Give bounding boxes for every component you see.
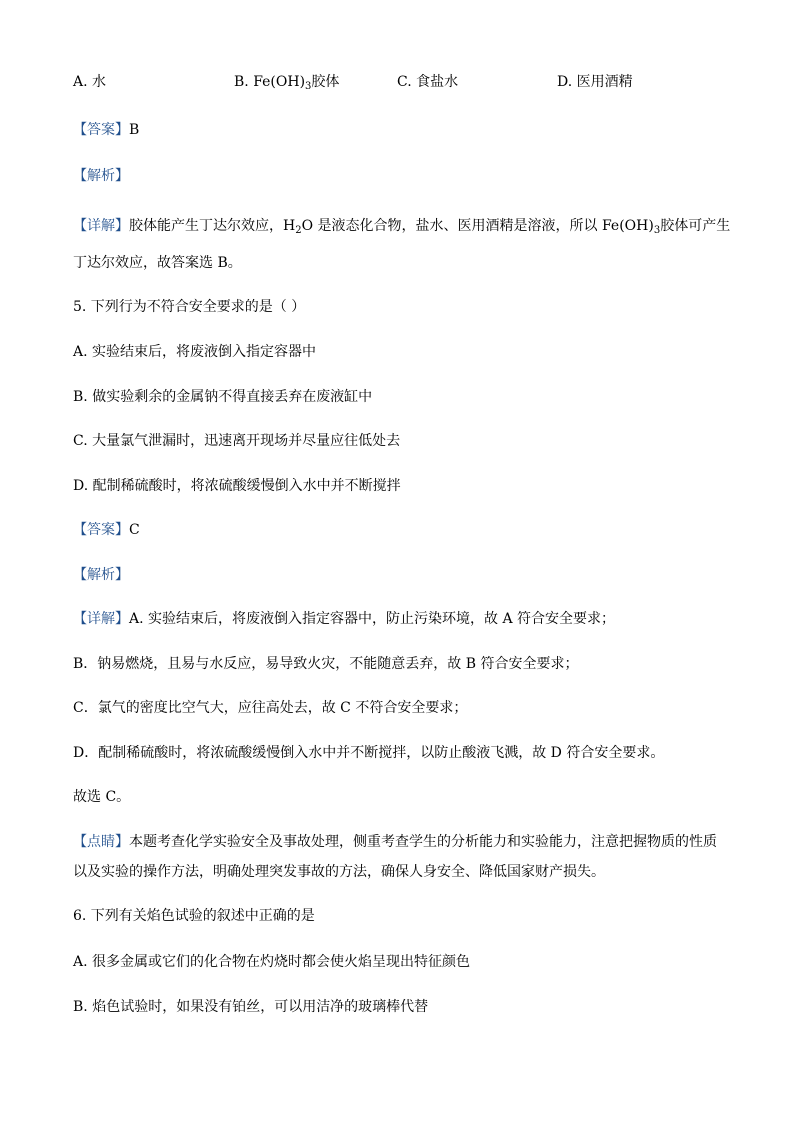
q4-answer: [73, 120, 139, 140]
detail-tag: 【详解】: [73, 218, 129, 234]
q5-detail-a-text: A. 实验结束后，将废液倒入指定容器中，防止污染环境，故 A 符合安全要求；: [129, 611, 616, 627]
q5-detail-b: B．钠易燃烧，且易与水反应，易导致火灾，不能随意丢弃，故 B 符合安全要求；: [73, 656, 579, 672]
q4-option-b-prefix: B. Fe(OH): [234, 74, 306, 90]
q4-option-b: [234, 72, 339, 92]
q5-comment-text-1: 本题考查化学实验安全及事故处理，侧重考查学生的分析能力和实验能力，注意把握物质的性质: [129, 834, 717, 850]
analysis-tag: 【解析】: [73, 567, 129, 583]
q5-option-a: A. 实验结束后，将废液倒入指定容器中: [73, 344, 317, 360]
comment-tag: 【点睛】: [73, 834, 129, 850]
q5-comment-line-2: 以及实验的操作方法，明确处理突发事故的方法，确保人身安全、降低国家财产损失。: [73, 864, 605, 880]
q5-detail-d: D．配制稀硫酸时，将浓硫酸缓慢倒入水中并不断搅拌，以防止酸液飞溅，故 D 符合安全要求。: [73, 745, 665, 761]
q4-detail-line-1: [73, 216, 730, 236]
q5-option-d: D. 配制稀硫酸时，将浓硫酸缓慢倒入水中并不断搅拌: [73, 478, 401, 494]
q5-detail-c: C．氯气的密度比空气大，应往高处去，故 C 不符合安全要求；: [73, 700, 468, 716]
analysis-tag: 【解析】: [73, 168, 129, 184]
q6-stem: 6. 下列有关焰色试验的叙述中正确的是: [73, 908, 315, 924]
q5-option-c: C. 大量氯气泄漏时，迅速离开现场并尽量应往低处去: [73, 433, 401, 449]
answer-tag: 【答案】: [73, 522, 129, 538]
q5-comment-line-1: [73, 832, 717, 852]
q5-answer: [73, 520, 140, 540]
q4-option-c: C. 食盐水: [397, 74, 459, 90]
q4-detail-text-a: 胶体能产生丁达尔效应，H: [129, 218, 296, 234]
q4-detail-line-2: 丁达尔效应，故答案选 B。: [73, 255, 242, 271]
q5-analysis: [73, 565, 129, 585]
answer-value: B: [129, 122, 140, 138]
q5-option-b: B. 做实验剩余的金属钠不得直接丢弃在废液缸中: [73, 389, 373, 405]
q4-option-b-subscript: 3: [305, 81, 312, 92]
answer-value: C: [129, 522, 140, 538]
q4-option-d: D. 医用酒精: [557, 74, 633, 90]
q4-analysis: [73, 166, 129, 186]
q4-detail-sub-1: 2: [295, 225, 302, 236]
answer-tag: 【答案】: [73, 122, 129, 138]
q4-detail-text-c: 胶体可产生: [660, 218, 731, 234]
q6-option-a: A. 很多金属或它们的化合物在灼烧时都会使火焰呈现出特征颜色: [73, 954, 471, 970]
q4-option-a: A. 水: [73, 74, 107, 90]
q4-detail-text-b: O 是液态化合物，盐水、医用酒精是溶液，所以 Fe(OH): [301, 218, 654, 234]
q5-detail-a: [73, 609, 615, 629]
q6-option-b: B. 焰色试验时，如果没有铂丝，可以用洁净的玻璃棒代替: [73, 999, 429, 1015]
detail-tag: 【详解】: [73, 611, 129, 627]
q5-stem: 5. 下列行为不符合安全要求的是（ ）: [73, 299, 306, 315]
q4-option-b-suffix: 胶体: [311, 74, 340, 90]
q4-detail-sub-2: 3: [653, 225, 661, 236]
q5-conclusion: 故选 C。: [73, 789, 131, 805]
